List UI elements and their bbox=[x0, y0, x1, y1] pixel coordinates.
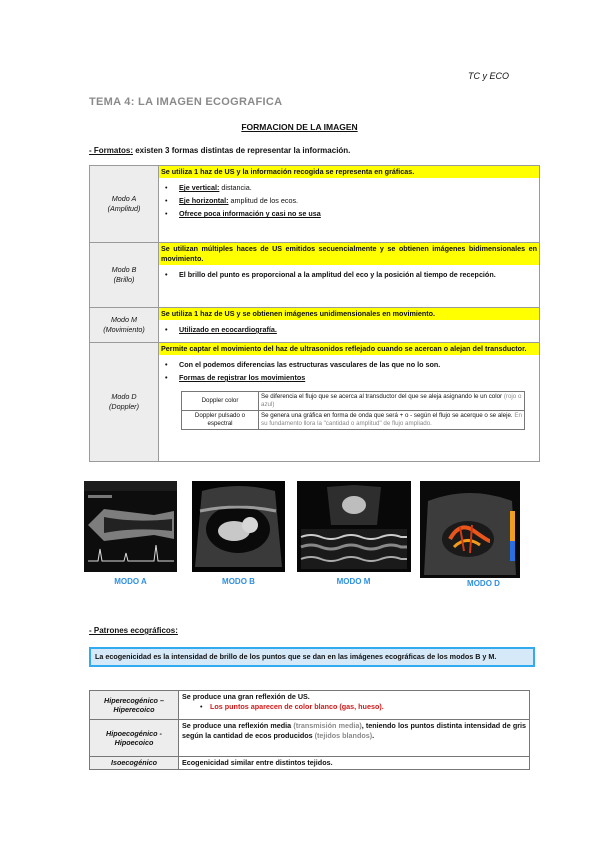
mode-label: Modo D (Doppler) bbox=[90, 343, 159, 462]
pattern-row bbox=[90, 757, 530, 770]
image-caption-m: MODO M bbox=[336, 577, 371, 586]
doppler-text: Se diferencia el flujo que se acerca al transductor del que se aleja asignando le un color (rojo o azul) bbox=[259, 392, 525, 411]
document-title: TEMA 4: LA IMAGEN ECOGRAFICA bbox=[89, 96, 283, 108]
ultrasound-image-a bbox=[84, 481, 177, 572]
mode-highlight: Permite captar el movimiento del haz de ultrasonidos reflejado cuando se acercan o alejan del transductor. bbox=[159, 343, 539, 355]
image-caption-d: MODO D bbox=[467, 579, 500, 588]
image-caption-a: MODO A bbox=[114, 577, 147, 586]
pattern-description: Ecogenicidad similar entre distintos tejidos. bbox=[179, 757, 530, 770]
bullet-item: • Utilizado en ecocardiografía. bbox=[179, 325, 539, 335]
mode-label: Modo M (Movimiento) bbox=[90, 308, 159, 343]
ultrasound-image-m bbox=[297, 481, 411, 572]
mode-row-d bbox=[90, 343, 540, 462]
bullet-item: • Eje vertical: distancia. bbox=[179, 183, 539, 193]
pattern-bullet: Los puntos aparecen de color blanco (gas, hueso). bbox=[210, 701, 384, 711]
bullet-item: • Ofrece poca información y casi no se usa bbox=[179, 209, 539, 219]
pattern-row bbox=[90, 691, 530, 720]
pattern-label: Isoecogénico bbox=[90, 757, 179, 770]
formats-text: existen 3 formas distintas de representar la información. bbox=[133, 146, 351, 155]
ecogenicity-callout: La ecogenicidad es la intensidad de brillo de los puntos que se dan en las imágenes ecográficas de los modos B y M. bbox=[89, 647, 535, 667]
pattern-label: Hiperecogénico – Hiperecoico bbox=[90, 691, 179, 720]
patterns-title: - Patrones ecográficos: bbox=[89, 626, 178, 635]
mode-row-m bbox=[90, 308, 540, 343]
mode-row-b bbox=[90, 243, 540, 308]
header-subject: TC y ECO bbox=[468, 71, 510, 81]
formats-label: - Formatos: bbox=[89, 146, 133, 155]
mode-description bbox=[159, 343, 540, 462]
formats-intro bbox=[89, 146, 350, 155]
doppler-label: Doppler color bbox=[182, 392, 259, 411]
doppler-label: Doppler pulsado o espectral bbox=[182, 411, 259, 430]
pattern-description: Se produce una gran reflexión de US. • Los puntos aparecen de color blanco (gas, hueso). bbox=[179, 691, 530, 720]
pattern-row bbox=[90, 720, 530, 757]
modes-table bbox=[89, 165, 540, 462]
mode-highlight: Se utiliza 1 haz de US y se obtienen imágenes unidimensionales en movimiento. bbox=[159, 308, 539, 320]
ultrasound-image-d bbox=[420, 481, 520, 578]
doppler-row bbox=[182, 392, 525, 411]
mode-highlight: Se utiliza 1 haz de US y la información recogida se representa en gráficas. bbox=[159, 166, 539, 178]
doppler-row bbox=[182, 411, 525, 430]
pattern-label: Hipoecogénico - Hipoecoico bbox=[90, 720, 179, 757]
image-caption-b: MODO B bbox=[222, 577, 255, 586]
doppler-table bbox=[181, 391, 525, 430]
bullet-item: • Formas de registrar los movimientos bbox=[179, 373, 539, 383]
mode-row-a bbox=[90, 166, 540, 243]
section-title: FORMACION DE LA IMAGEN bbox=[241, 122, 358, 132]
mode-description bbox=[159, 243, 540, 308]
mode-description bbox=[159, 308, 540, 343]
mode-label: Modo B (Brillo) bbox=[90, 243, 159, 308]
mode-highlight: Se utilizan múltiples haces de US emitidos secuencialmente y se obtienen imágenes bidimensionales en movimiento. bbox=[161, 244, 537, 263]
bullet-item: • Eje horizontal: amplitud de los ecos. bbox=[179, 196, 539, 206]
bullet-item: • El brillo del punto es proporcional a la amplitud del eco y la posición al tiempo de recepción. bbox=[179, 270, 539, 280]
mode-description bbox=[159, 166, 540, 243]
ultrasound-image-b bbox=[192, 481, 285, 572]
mode-label: Modo A (Amplitud) bbox=[90, 166, 159, 243]
bullet-item: • Con el podemos diferencias las estructuras vasculares de las que no lo son. bbox=[179, 360, 539, 370]
pattern-description: Se produce una reflexión media (transmisión media), teniendo los puntos distinta intensidad de gris según la cantidad de ecos producidos (tejidos blandos). bbox=[179, 720, 530, 757]
patterns-table bbox=[89, 690, 530, 770]
doppler-text: Se genera una gráfica en forma de onda que será + o - según el flujo se acerque o se aleje. En su fundamento llora la "cantidad o amplitud" de flujo ampliado. bbox=[259, 411, 525, 430]
